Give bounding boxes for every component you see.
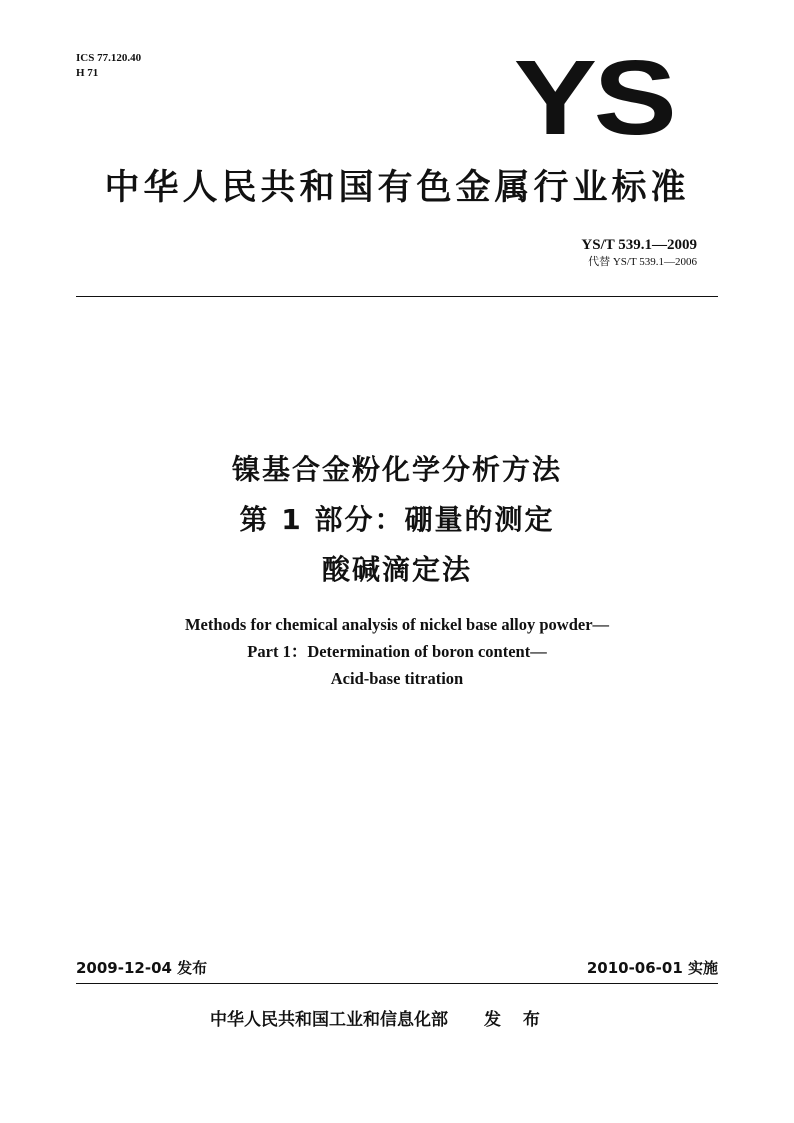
replaces-standard: 代替 YS/T 539.1—2006 xyxy=(588,256,697,268)
english-title xyxy=(0,611,794,692)
chinese-title xyxy=(0,445,794,595)
chinese-title-line1: 镍基合金粉化学分析方法 xyxy=(231,453,562,486)
top-divider xyxy=(76,296,718,297)
english-title-line2: Part 1：Determination of boron content— xyxy=(247,642,547,661)
classification-codes xyxy=(76,51,141,81)
standard-number-block xyxy=(581,236,697,269)
issuer-name: 中华人民共和国工业和信息化部 xyxy=(210,1010,448,1030)
bottom-divider xyxy=(76,983,718,984)
implement-date: 2010-06-01 实施 xyxy=(586,959,718,977)
chinese-title-line3: 酸碱滴定法 xyxy=(321,553,472,586)
issue-label: 发 布 xyxy=(484,1010,548,1030)
standard-category-title: 中华人民共和国有色金属行业标准 xyxy=(104,168,690,208)
ics-code: ICS 77.120.40 xyxy=(76,52,142,64)
standard-number: YS/T 539.1—2009 xyxy=(581,237,697,253)
issuing-authority xyxy=(210,1008,548,1032)
english-title-line1: Methods for chemical analysis of nickel base alloy powder— xyxy=(184,615,610,634)
ccs-code: H 71 xyxy=(76,67,99,79)
publish-date: 2009-12-04 发布 xyxy=(76,959,208,977)
english-title-line3: Acid-base titration xyxy=(330,669,464,688)
ys-logo: YS xyxy=(513,39,673,157)
chinese-title-line2: 第 1 部分：硼量的测定 xyxy=(239,503,555,536)
